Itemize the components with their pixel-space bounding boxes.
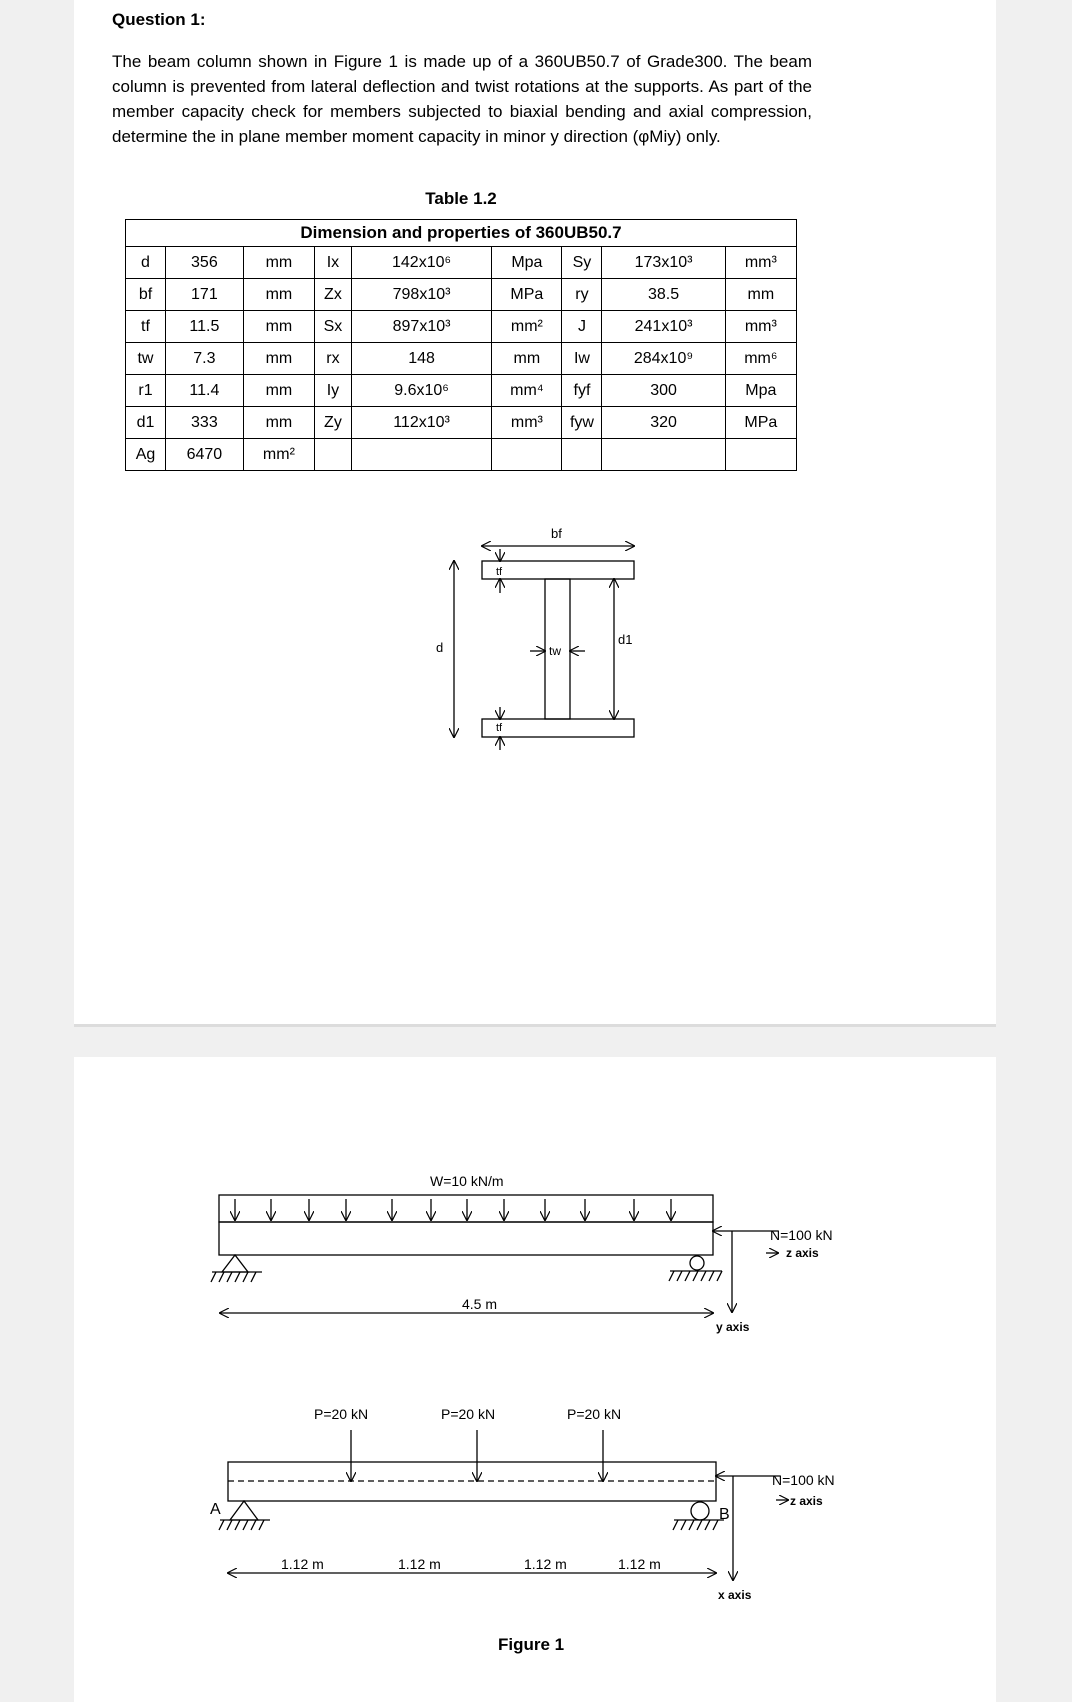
hatch-stroke	[227, 1520, 232, 1530]
point-load-label-1: P=20 kN	[314, 1406, 369, 1422]
table-cell: 142x10⁶	[351, 247, 491, 279]
hatch-stroke	[251, 1272, 256, 1282]
hatch-stroke	[685, 1271, 690, 1281]
table-cell: 9.6x10⁶	[351, 375, 491, 407]
table-cell: r1	[126, 375, 166, 407]
hatch-stroke	[219, 1520, 224, 1530]
hatch-stroke	[243, 1520, 248, 1530]
pin-support-a	[230, 1501, 258, 1520]
segment-label-3: 1.12 m	[524, 1556, 567, 1572]
table-cell: 284x10⁹	[602, 343, 725, 375]
hatch-stroke	[705, 1520, 710, 1530]
bf-label: bf	[551, 526, 562, 541]
table-title: Table 1.2	[425, 189, 497, 208]
table-cell: Sx	[315, 311, 352, 343]
hatch-stroke	[697, 1520, 702, 1530]
table-cell: d1	[126, 407, 166, 439]
hatch-stroke	[689, 1520, 694, 1530]
table-cell: 241x10³	[602, 311, 725, 343]
hatch-stroke	[693, 1271, 698, 1281]
axial-label-bottom: N=100 kN	[772, 1472, 835, 1488]
roller-support-right-top	[690, 1256, 704, 1270]
table-cell: 11.4	[165, 375, 243, 407]
table-cell: 112x10³	[351, 407, 491, 439]
table-cell: 798x10³	[351, 279, 491, 311]
tf-top-label: tf	[496, 566, 503, 578]
table-cell: 11.5	[165, 311, 243, 343]
table-cell: mm³	[492, 407, 562, 439]
hatch-stroke	[235, 1272, 240, 1282]
hatch-stroke	[709, 1271, 714, 1281]
z-axis-label-top: z axis	[786, 1246, 819, 1260]
table-cell: mm	[725, 279, 796, 311]
table-cell: Sy	[562, 247, 602, 279]
table-cell: mm⁶	[725, 343, 796, 375]
x-axis-label: x axis	[718, 1588, 752, 1602]
table-cell: mm	[243, 375, 314, 407]
hatch-stroke	[251, 1520, 256, 1530]
hatch-stroke	[219, 1272, 224, 1282]
question-title: Question 1:	[112, 10, 206, 29]
table-cell: mm⁴	[492, 375, 562, 407]
d1-label: d1	[618, 632, 633, 647]
point-load-label-3: P=20 kN	[567, 1406, 622, 1422]
roller-support-ground-hatch	[669, 1271, 722, 1281]
table-header: Dimension and properties of 360UB50.7	[126, 220, 797, 247]
z-axis-label-bottom: z axis	[790, 1494, 823, 1508]
table-cell: 173x10³	[602, 247, 725, 279]
udl-block	[219, 1195, 713, 1222]
support-b-label: B	[719, 1506, 730, 1523]
table-cell: mm	[492, 343, 562, 375]
table-cell: 356	[165, 247, 243, 279]
table-cell: mm	[243, 311, 314, 343]
tf-bottom-label: tf	[496, 722, 503, 734]
table-cell: MPa	[725, 407, 796, 439]
segment-label-4: 1.12 m	[618, 1556, 661, 1572]
table-cell: ry	[562, 279, 602, 311]
d-label: d	[436, 640, 444, 655]
table-cell: d	[126, 247, 166, 279]
hatch-stroke	[235, 1520, 240, 1530]
table-cell: Mpa	[492, 247, 562, 279]
hatch-stroke	[717, 1271, 722, 1281]
table-cell: mm²	[243, 439, 314, 471]
roller-support-b	[691, 1502, 709, 1520]
segment-label-1: 1.12 m	[281, 1556, 324, 1572]
table-cell: 897x10³	[351, 311, 491, 343]
table-cell: 38.5	[602, 279, 725, 311]
table-cell: mm	[243, 407, 314, 439]
table-cell: Zx	[315, 279, 352, 311]
table-cell: mm³	[725, 311, 796, 343]
table-cell: mm²	[492, 311, 562, 343]
table-cell: fyf	[562, 375, 602, 407]
question-text: The beam column shown in Figure 1 is made up of a 360UB50.7 of Grade300. The beam column is prevented from lateral deflection and twist rotations at the supports. As part of the member capacity check for members subjected to biaxial bending and axial compression, determine the in plane member moment capacity in minor y direction (φMiy) only.	[112, 52, 812, 146]
hatch-stroke	[713, 1520, 718, 1530]
hatch-stroke	[669, 1271, 674, 1281]
span-label: 4.5 m	[462, 1296, 498, 1312]
pin-support-left-top	[222, 1255, 248, 1272]
table-cell: 6470	[165, 439, 243, 471]
tw-label: tw	[549, 644, 561, 658]
hatch-stroke	[243, 1272, 248, 1282]
table-cell: 171	[165, 279, 243, 311]
table-cell: Ix	[315, 247, 352, 279]
table-cell: mm³	[725, 247, 796, 279]
table-cell: mm	[243, 279, 314, 311]
hatch-stroke	[259, 1520, 264, 1530]
pin-support-a-hatch	[219, 1520, 270, 1530]
hatch-stroke	[227, 1272, 232, 1282]
table-cell: Iw	[562, 343, 602, 375]
table-cell: 7.3	[165, 343, 243, 375]
point-load-label-2: P=20 kN	[441, 1406, 496, 1422]
hatch-stroke	[211, 1272, 216, 1282]
udl-label: W=10 kN/m	[430, 1173, 504, 1189]
figure-caption: Figure 1	[498, 1635, 565, 1654]
pin-support-ground-hatch	[211, 1272, 262, 1282]
table-cell: rx	[315, 343, 352, 375]
table-cell: Mpa	[725, 375, 796, 407]
table-cell: 148	[351, 343, 491, 375]
bottom-flange	[482, 719, 634, 737]
support-a-label: A	[210, 1501, 221, 1518]
hatch-stroke	[677, 1271, 682, 1281]
table-cell: tf	[126, 311, 166, 343]
table-cell: Iy	[315, 375, 352, 407]
hatch-stroke	[701, 1271, 706, 1281]
table-cell: bf	[126, 279, 166, 311]
table-cell: Ag	[126, 439, 166, 471]
table-cell: 300	[602, 375, 725, 407]
table-cell: Zy	[315, 407, 352, 439]
table-cell: 320	[602, 407, 725, 439]
table-cell: mm	[243, 247, 314, 279]
y-axis-label: y axis	[716, 1320, 750, 1334]
segment-label-2: 1.12 m	[398, 1556, 441, 1572]
table-cell: MPa	[492, 279, 562, 311]
beam-body	[219, 1222, 713, 1255]
table-cell: tw	[126, 343, 166, 375]
i-section-drawing	[454, 546, 634, 750]
hatch-stroke	[673, 1520, 678, 1530]
table-cell: fyw	[562, 407, 602, 439]
axial-label-top: N=100 kN	[770, 1227, 833, 1243]
table-cell: J	[562, 311, 602, 343]
roller-support-b-hatch	[673, 1520, 724, 1530]
table-cell: mm	[243, 343, 314, 375]
table-cell: 333	[165, 407, 243, 439]
hatch-stroke	[681, 1520, 686, 1530]
udl-arrows	[235, 1199, 671, 1220]
top-flange	[482, 561, 634, 579]
